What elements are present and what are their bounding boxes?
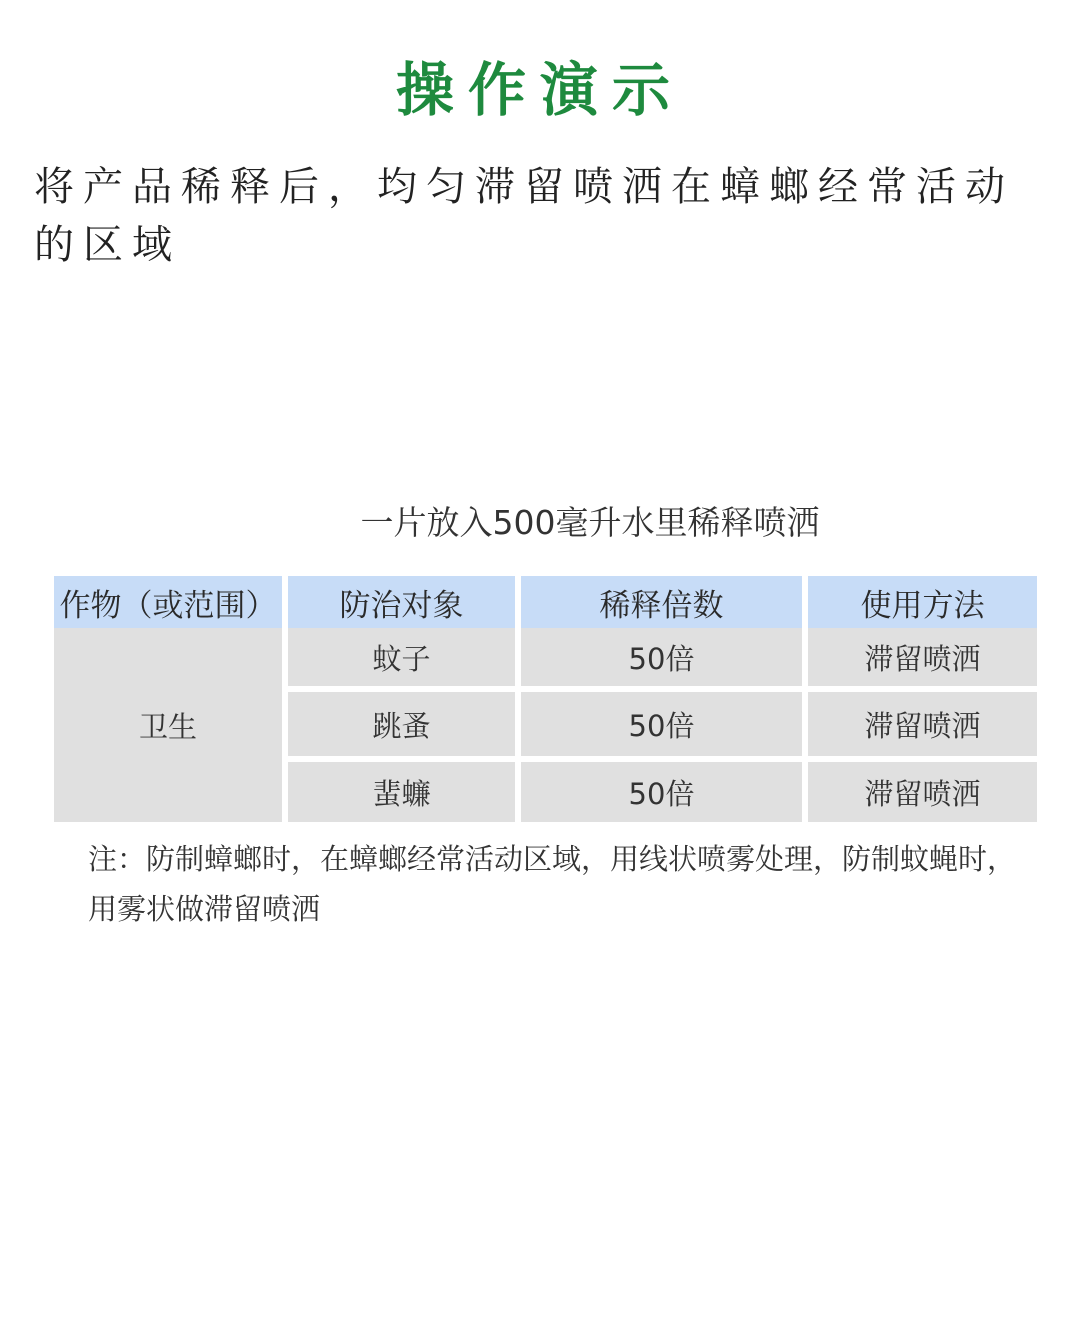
intro-text: 将产品稀释后，均匀滞留喷洒在蟑螂经常活动的区域 bbox=[34, 164, 1014, 268]
row-3-target: 蜚蠊 bbox=[288, 762, 515, 822]
row-1-method: 滞留喷洒 bbox=[808, 628, 1037, 686]
row-3-method: 滞留喷洒 bbox=[808, 762, 1037, 822]
row-1-target: 蚊子 bbox=[288, 628, 515, 686]
crop-cell: 卫生 bbox=[54, 628, 282, 822]
page-title: 操作演示 bbox=[395, 56, 684, 124]
row-2-method: 滞留喷洒 bbox=[808, 692, 1037, 756]
header-dilution: 稀释倍数 bbox=[521, 576, 802, 628]
row-3-dilution: 50倍 bbox=[521, 762, 802, 822]
header-target: 防治对象 bbox=[288, 576, 515, 628]
header-method: 使用方法 bbox=[808, 576, 1037, 628]
table-note: 注：防制蟑螂时，在蟑螂经常活动区域，用线状喷雾处理，防制蚊蝇时，用雾状做滞留喷洒 bbox=[88, 842, 1017, 926]
usage-table bbox=[54, 576, 1037, 822]
row-2-dilution: 50倍 bbox=[521, 692, 802, 756]
table-caption: 一片放入500毫升水里稀释喷洒 bbox=[360, 503, 820, 542]
header-crop: 作物（或范围） bbox=[54, 576, 282, 628]
row-2-target: 跳蚤 bbox=[288, 692, 515, 756]
row-1-dilution: 50倍 bbox=[521, 628, 802, 686]
